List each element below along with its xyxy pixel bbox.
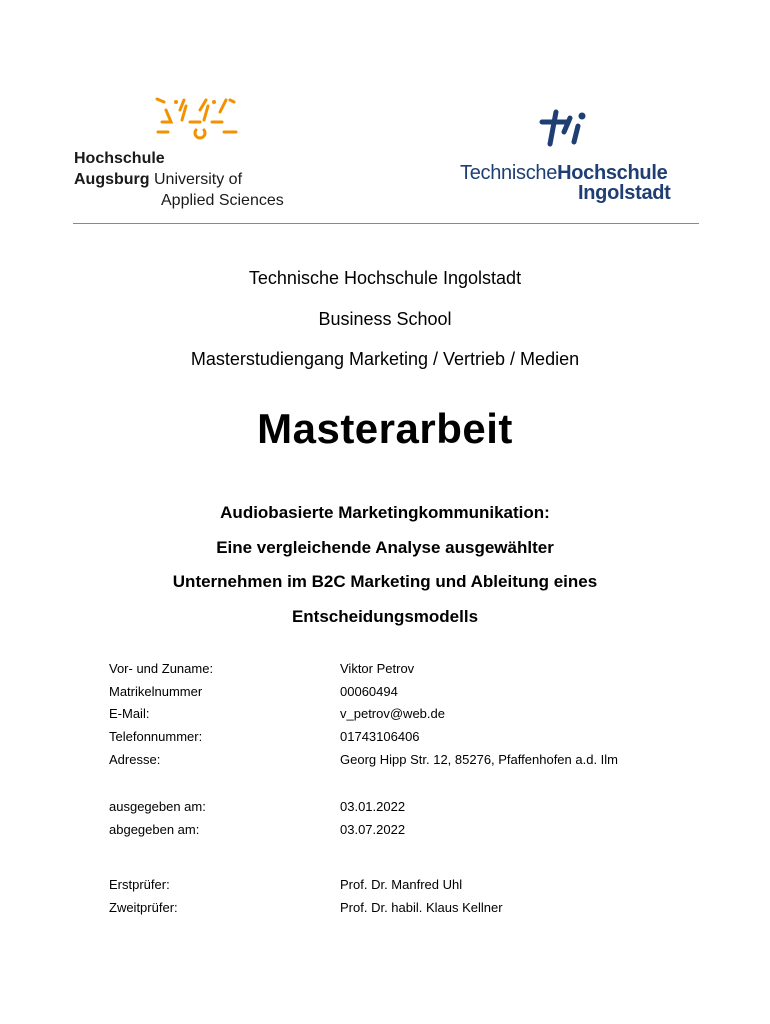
hsa-logo-line2-bold: Augsburg [74, 171, 150, 188]
thesis-title [0, 496, 770, 634]
info-label: abgegeben am: [109, 821, 200, 837]
thesis-title-line: Entscheidungsmodells [291, 606, 479, 626]
thesis-title-line: Audiobasierte Marketingkommunikation: [220, 503, 550, 522]
info-label: E-Mail: [109, 706, 150, 722]
thi-logo-hochschule: Hochschule [557, 162, 668, 184]
info-label: Adresse: [109, 751, 161, 767]
thi-logo [458, 108, 708, 208]
info-value: 00060494 [340, 683, 398, 699]
info-label: Matrikelnummer [109, 683, 203, 699]
header-divider [73, 223, 699, 224]
info-value: 03.01.2022 [340, 799, 406, 814]
program-name: Masterstudiengang Marketing / Vertrieb / Medien [190, 349, 580, 369]
hsa-lightbulb-icon [154, 96, 244, 140]
info-value: Prof. Dr. Manfred Uhl [340, 877, 463, 892]
thi-logo-ingolstadt: Ingolstadt [578, 182, 671, 204]
thesis-title-line: Eine vergleichende Analyse ausgewählter [216, 537, 554, 557]
hochschule-augsburg-logo [74, 96, 314, 211]
info-label: Zweitprüfer: [109, 899, 178, 915]
info-value: 03.07.2022 [340, 821, 406, 837]
hsa-logo-line1: Hochschule [74, 150, 165, 167]
info-value: v_petrov@web.de [340, 706, 445, 722]
info-value: Georg Hipp Str. 12, 85276, Pfaffenhofen a.d. Ilm [340, 751, 618, 767]
thi-emblem-icon [538, 108, 592, 154]
school-name: Business School [318, 309, 452, 329]
thi-logo-technische: Technische [460, 162, 558, 184]
document-type: Masterarbeit [257, 405, 513, 452]
info-label: ausgegeben am: [109, 799, 206, 814]
info-label: Vor- und Zuname: [109, 661, 214, 676]
thesis-title-line: Unternehmen im B2C Marketing und Ableitung eines [172, 572, 598, 591]
info-label: Erstprüfer: [109, 877, 170, 892]
info-label: Telefonnummer: [109, 729, 203, 745]
institution-name: Technische Hochschule Ingolstadt [248, 268, 522, 288]
info-value: Prof. Dr. habil. Klaus Kellner [340, 899, 503, 915]
info-value: 01743106406 [340, 729, 420, 745]
hsa-logo-line2-rest: University of [149, 171, 243, 188]
hsa-logo-line3: Applied Sciences [161, 192, 284, 209]
info-value: Viktor Petrov [340, 661, 415, 676]
